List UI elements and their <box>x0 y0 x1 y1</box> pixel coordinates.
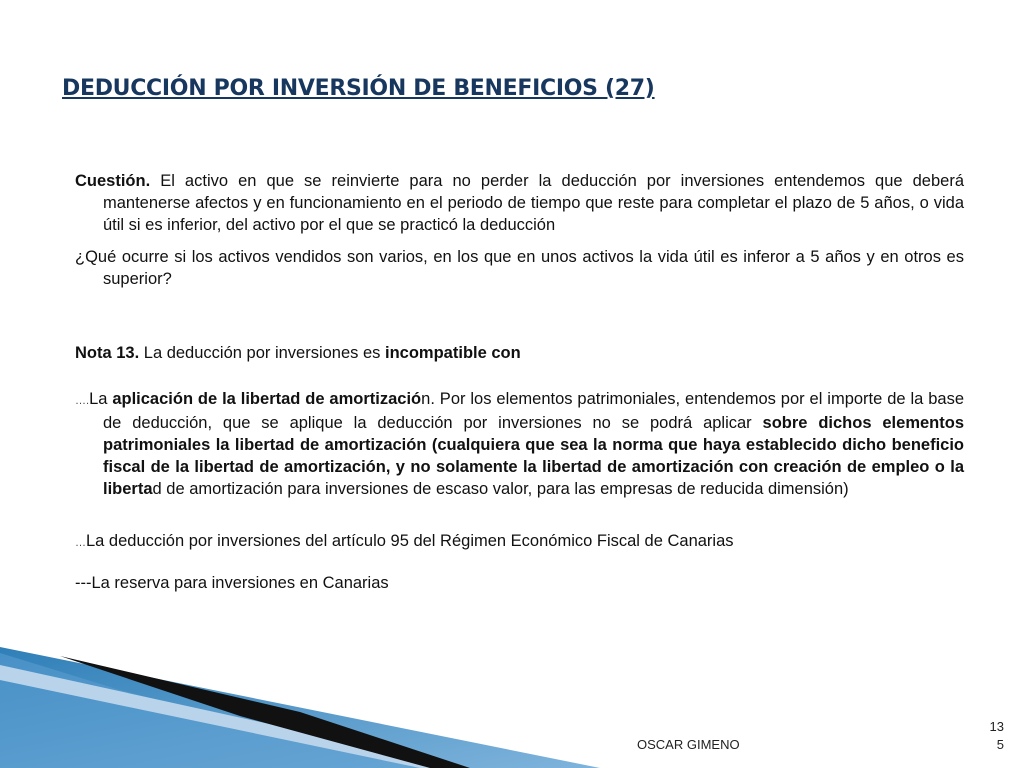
item-bold-2: sobre dichos elementos patrimoniales la libertad de amortización (cualquiera que sea la norma que haya establecido dicho beneficio fiscal de la libertad de amortización, y no solamente la libertad de amortización con creación de empleo o la liberta <box>103 414 964 498</box>
page-number-line-1: 13 <box>989 719 1004 734</box>
page-number-line-2: 5 <box>996 737 1004 752</box>
question-text: El activo en que se reinvierte para no perder la deducción por inversiones entendemos que deberá mantenerse afectos y en funcionamiento en el periodo de tiempo que reste para completar el plazo de 5 años, o vida útil si es inferior, del activo por el que se practicó la deducción <box>103 172 964 234</box>
note-label: Nota 13. <box>75 344 140 362</box>
follow-up-paragraph: ¿Qué ocurre si los activos vendidos son varios, en los que en unos activos la vida útil es inferor a 5 años y en otros es superior? <box>75 248 964 288</box>
note-text: La deducción por inversiones es <box>139 344 386 362</box>
footer-author: OSCAR GIMENO <box>637 737 740 752</box>
note-emphasis: incompatible con <box>385 344 521 362</box>
slide-title: DEDUCCIÓN POR INVERSIÓN DE BENEFICIOS (27) <box>62 76 655 101</box>
page-number <box>980 718 1004 754</box>
item-prefix: …. <box>75 395 90 407</box>
note-paragraph <box>75 342 964 364</box>
question-paragraph <box>75 170 964 236</box>
item-prefix: … <box>75 537 86 549</box>
item-amortization <box>75 388 964 500</box>
item-canarias-deduction <box>75 530 964 554</box>
question-label: Cuestión. <box>75 172 151 190</box>
slide-body <box>75 170 964 594</box>
item-bold-1: aplicación de la libertad de amortizació <box>112 390 422 408</box>
item-text-2: n. Por los elementos patrimoniales, entendemos por el importe de la base de deducción, que se aplique la deducción por inversiones no se podrá aplicar <box>103 390 965 432</box>
item-text-1: La <box>89 390 113 408</box>
item-text: La deducción por inversiones del artículo 95 del Régimen Económico Fiscal de Canarias <box>86 532 734 550</box>
item-canarias-reserve: ---La reserva para inversiones en Canarias <box>75 574 389 592</box>
item-text-3: d de amortización para inversiones de escaso valor, para las empresas de reducida dimensión) <box>152 480 849 498</box>
